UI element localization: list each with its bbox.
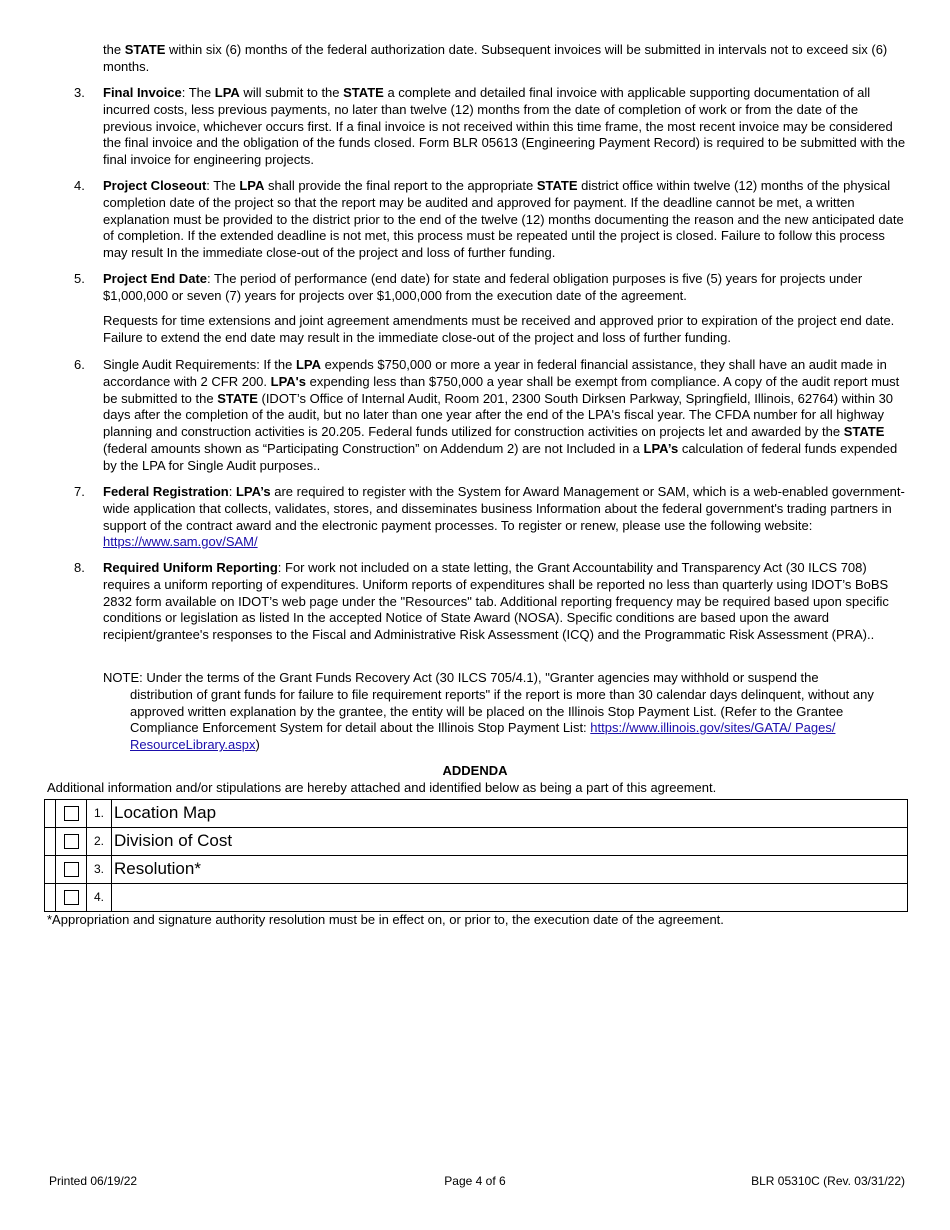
item-number: 7. bbox=[74, 484, 85, 499]
single-audit-paragraph: Single Audit Requirements: If the LPA expends $750,000 or more a year in federal financial assistance, they shall have an audit made in accordance with 2 CFR 200. LPA's expending less than $750,000 a year shall be exempt from compliance. A copy of the audit report must be submitted to the STATE (IDOT’s Office of Internal Audit, Room 201, 2300 South Dirksen Parkway, Springfield, Illinois, 62764) within 30 days after the completion of the audit, but no later than one year after the end of the LPA's fiscal year. The CFDA number for all highway planning and construction activities is 20.205. Federal funds utilized for construction activities on projects let and awarded by the STATE (federal amounts shown as “Participating Construction” on Addendum 2) are not Included in a LPA’s calculation of federal funds expended by the LPA for Single Audit purposes.. bbox=[103, 357, 900, 473]
addendum-1-checkbox[interactable] bbox=[64, 806, 79, 821]
addendum-label[interactable] bbox=[112, 884, 908, 912]
addendum-number: 2. bbox=[87, 828, 112, 856]
sam-gov-link[interactable]: https://www.sam.gov/SAM/ bbox=[103, 534, 258, 550]
gata-resource-library-link[interactable]: https://www.illinois.gov/sites/GATA/ Pages/ ResourceLibrary.aspx bbox=[130, 720, 836, 753]
note-paragraph: NOTE: Under the terms of the Grant Funds Recovery Act (30 ILCS 705/4.1), "Granter agencies may withhold or suspend the distribution of grant funds for failure to file requirement reports" if the report is more than 30 calendar days delinquent, without any approved written explanation by the grantee, the entity will be placed on the Illinois Stop Payment List. (Refer to the Grantee Compliance Enforcement System for detail about the Illinois Stop Payment List: https://www.illinois.gov/sites/GATA/ Pages/ ResourceLibrary.aspx) bbox=[103, 670, 874, 753]
addendum-number: 4. bbox=[87, 884, 112, 912]
footer-page-number: Page 4 of 6 bbox=[444, 1174, 506, 1188]
addendum-number: 3. bbox=[87, 856, 112, 884]
addenda-footnote: *Appropriation and signature authority resolution must be in effect on, or prior to, the execution date of the agreement. bbox=[47, 912, 724, 927]
item-number: 8. bbox=[74, 560, 85, 575]
addenda-row bbox=[45, 828, 908, 856]
item-number: 4. bbox=[74, 178, 85, 193]
footer-printed-date: Printed 06/19/22 bbox=[49, 1174, 138, 1188]
item-number: 5. bbox=[74, 271, 85, 286]
federal-registration-paragraph: Federal Registration: LPA’s are required to register with the System for Award Management or SAM, which is a web-enabled government-wide application that collects, validates, stores, and disseminates business Information about the federal government's trading partners in support of the contract award and the electronic payment processes. To register or renew, please use the following website: https://www.sam.gov/SAM/ bbox=[103, 484, 905, 550]
addendum-label[interactable]: Resolution* bbox=[112, 856, 908, 884]
addenda-title: ADDENDA bbox=[442, 763, 508, 778]
final-invoice-paragraph: Final Invoice: The LPA will submit to the STATE a complete and detailed final invoice with applicable supporting documentation of all incurred costs, less previous payments, no later than twelve (12) months from the date of completion of work or from the date of the previous invoice, whichever occurs first. If a final invoice is not received within this time frame, the most recent invoice may be considered the final invoice and the obligation of the funds closed. Form BLR 05613 (Engineering Payment Record) is required to be submitted with the final invoice for engineering projects. bbox=[103, 85, 906, 168]
addenda-row bbox=[45, 856, 908, 884]
item-number: 3. bbox=[74, 85, 85, 100]
addenda-row bbox=[45, 800, 908, 828]
addendum-number: 1. bbox=[87, 800, 112, 828]
addenda-row bbox=[45, 884, 908, 912]
addendum-4-checkbox[interactable] bbox=[64, 890, 79, 905]
addendum-label[interactable]: Division of Cost bbox=[112, 828, 908, 856]
addendum-3-checkbox[interactable] bbox=[64, 862, 79, 877]
project-end-date-paragraph: Project End Date: The period of performance (end date) for state and federal obligation purposes is five (5) years for projects under $1,000,000 or seven (7) years for projects over $1,000,000 from the execution date of the agreement. bbox=[103, 271, 863, 303]
item-number: 6. bbox=[74, 357, 85, 372]
addenda-intro: Additional information and/or stipulations are hereby attached and identified below as being a part of this agreement. bbox=[47, 780, 717, 795]
project-end-date-extension-paragraph: Requests for time extensions and joint agreement amendments must be received and approved prior to expiration of the project end date. Failure to extend the end date may result in the immediate close-out of the project and loss of further funding. bbox=[103, 313, 895, 345]
intro-paragraph: the STATE within six (6) months of the federal authorization date. Subsequent invoices will be submitted in intervals not to exceed six (6) months. bbox=[103, 42, 888, 74]
addenda-table bbox=[44, 799, 908, 912]
uniform-reporting-paragraph: Required Uniform Reporting: For work not included on a state letting, the Grant Accountability and Transparency Act (30 ILCS 708) requires a uniform reporting of expenditures. Uniform reports of expenditures shall be reported no less than quarterly using IDOT’s BoBS 2832 form available on IDOT’s web page under the "Resources" tab. Additional reporting frequency may be required based upon specific conditions or legislation as listed In the accepted Notice of State Award (NOSA). Specific conditions are based upon the award recipient/grantee's responses to the Fiscal and Administrative Risk Assessment (ICQ) and the Programmatic Risk Assessment (PRA).. bbox=[103, 560, 889, 643]
project-closeout-paragraph: Project Closeout: The LPA shall provide the final report to the appropriate STATE district office within twelve (12) months of the physical completion date of the project so that the report may be audited and approved for payment. If the deadline cannot be met, a written explanation must be provided to the district prior to the end of the twelve (12) months documenting the reason and the new anticipated date of completion. If the extended deadline is not met, this process must be repeated until the project is closed. Failure to follow this process may result In the immediate close-out of the project and loss of further funding. bbox=[103, 178, 904, 261]
footer-form-number: BLR 05310C (Rev. 03/31/22) bbox=[751, 1174, 905, 1188]
addendum-2-checkbox[interactable] bbox=[64, 834, 79, 849]
addendum-label[interactable]: Location Map bbox=[112, 800, 908, 828]
